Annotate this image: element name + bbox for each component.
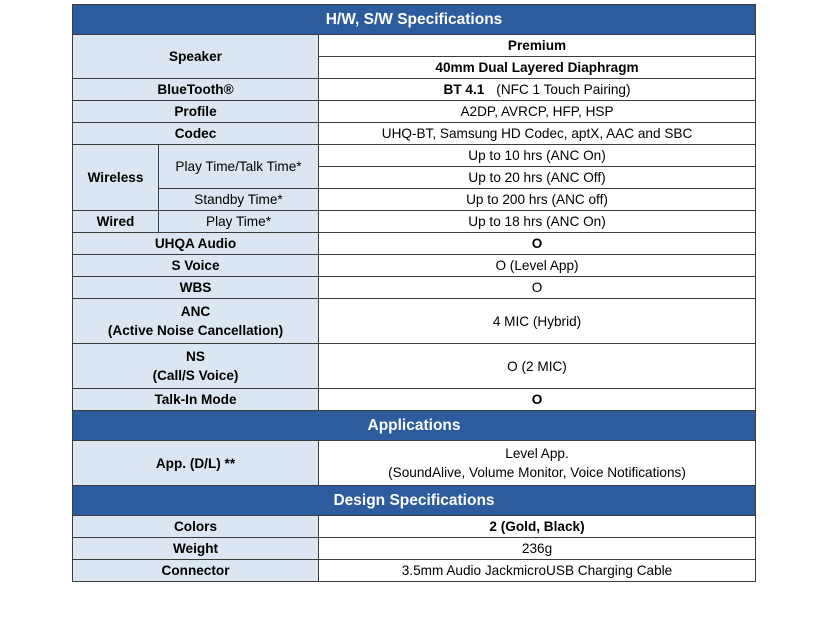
anc-label (73, 299, 319, 344)
ns-label (73, 344, 319, 389)
table-row-standby (73, 189, 756, 211)
anc-value: 4 MIC (Hybrid) (319, 299, 756, 344)
table-row-wbs (73, 277, 756, 299)
bluetooth-version: BT 4.1 (443, 82, 485, 97)
table-row-uhqa (73, 233, 756, 255)
section-header-design (73, 486, 756, 516)
table-row-profile (73, 101, 756, 123)
talkin-value: O (319, 389, 756, 411)
connector-label: Connector (73, 560, 319, 582)
bluetooth-note: (NFC 1 Touch Pairing) (496, 82, 631, 97)
wired-play-time-value: Up to 18 hrs (ANC On) (319, 211, 756, 233)
svoice-label: S Voice (73, 255, 319, 277)
talkin-label: Talk-In Mode (73, 389, 319, 411)
table-row-colors (73, 516, 756, 538)
profile-value: A2DP, AVRCP, HFP, HSP (319, 101, 756, 123)
wired-label: Wired (73, 211, 159, 233)
app-value-line1: Level App. (505, 446, 569, 461)
speaker-label: Speaker (73, 35, 319, 79)
svoice-value: O (Level App) (319, 255, 756, 277)
bluetooth-value (319, 79, 756, 101)
table-row-svoice (73, 255, 756, 277)
colors-value: 2 (Gold, Black) (319, 516, 756, 538)
table-row-wireless-anc-on (73, 145, 756, 167)
table-row-anc (73, 299, 756, 344)
table-row-wired (73, 211, 756, 233)
section-header-applications (73, 411, 756, 441)
table-row-ns (73, 344, 756, 389)
ns-label-line1: NS (186, 349, 205, 364)
app-label: App. (D/L) ** (73, 441, 319, 486)
table-row-app (73, 441, 756, 486)
section-title-applications: Applications (73, 411, 756, 441)
colors-label: Colors (73, 516, 319, 538)
wbs-label: WBS (73, 277, 319, 299)
table-row-talkin (73, 389, 756, 411)
bluetooth-label: BlueTooth® (73, 79, 319, 101)
play-time-anc-on-value: Up to 10 hrs (ANC On) (319, 145, 756, 167)
uhqa-value: O (319, 233, 756, 255)
play-time-anc-off-value: Up to 20 hrs (ANC Off) (319, 167, 756, 189)
codec-value: UHQ-BT, Samsung HD Codec, aptX, AAC and SBC (319, 123, 756, 145)
section-header-hw-sw (73, 5, 756, 35)
standby-time-value: Up to 200 hrs (ANC off) (319, 189, 756, 211)
table-row-codec (73, 123, 756, 145)
ns-label-line2: (Call/S Voice) (152, 368, 239, 383)
table-row-weight (73, 538, 756, 560)
wired-play-time-label: Play Time* (159, 211, 319, 233)
uhqa-label: UHQA Audio (73, 233, 319, 255)
weight-value: 236g (319, 538, 756, 560)
section-title-hw-sw: H/W, S/W Specifications (73, 5, 756, 35)
standby-time-label: Standby Time* (159, 189, 319, 211)
anc-label-line2: (Active Noise Cancellation) (107, 323, 284, 338)
anc-label-line1: ANC (180, 304, 211, 319)
ns-value: O (2 MIC) (319, 344, 756, 389)
codec-label: Codec (73, 123, 319, 145)
wireless-label: Wireless (73, 145, 159, 211)
table-row-speaker (73, 35, 756, 57)
play-talk-time-label: Play Time/Talk Time* (159, 145, 319, 189)
weight-label: Weight (73, 538, 319, 560)
speaker-value-2: 40mm Dual Layered Diaphragm (319, 57, 756, 79)
connector-value: 3.5mm Audio JackmicroUSB Charging Cable (319, 560, 756, 582)
table-row-connector (73, 560, 756, 582)
wbs-value: O (319, 277, 756, 299)
section-title-design: Design Specifications (73, 486, 756, 516)
speaker-value-1: Premium (319, 35, 756, 57)
table-row-bluetooth (73, 79, 756, 101)
app-value (319, 441, 756, 486)
spec-table (72, 4, 756, 582)
profile-label: Profile (73, 101, 319, 123)
app-value-line2: (SoundAlive, Volume Monitor, Voice Notifications) (388, 465, 686, 480)
